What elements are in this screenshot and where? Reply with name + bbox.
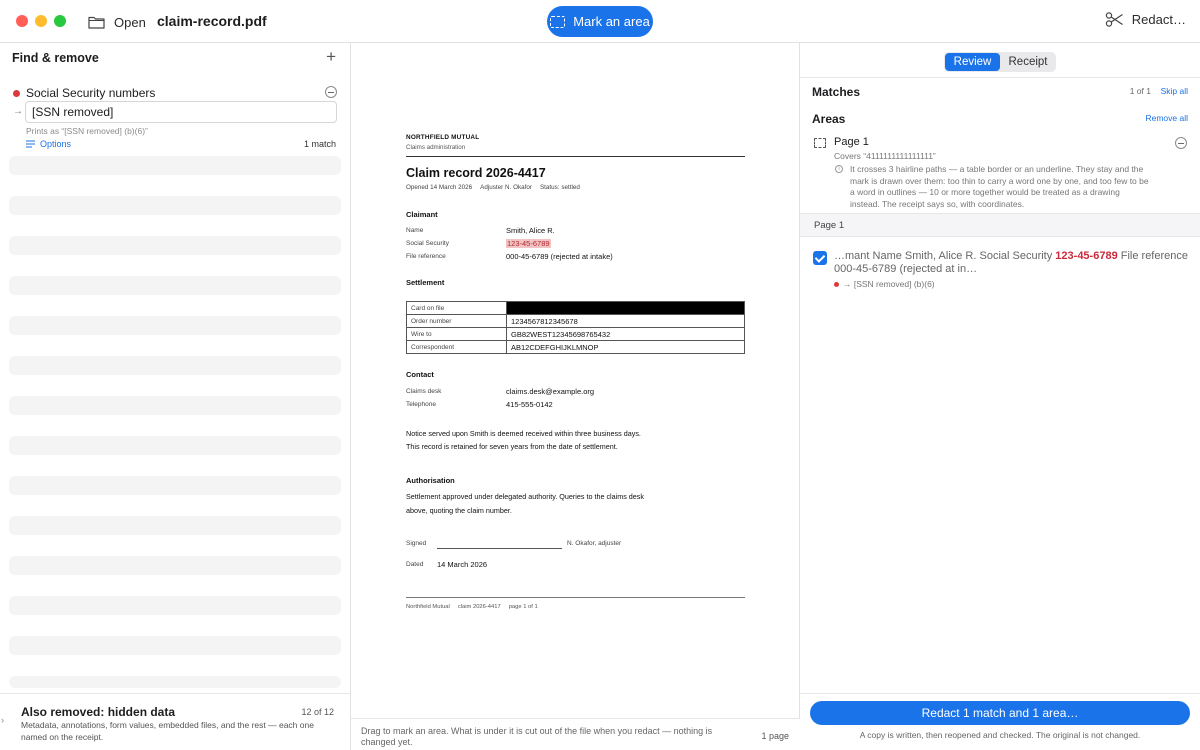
placeholder-row <box>9 436 341 455</box>
doc-rule <box>406 156 745 157</box>
signed-label: Signed <box>406 540 427 547</box>
hidden-data-count: 12 of 12 <box>301 707 334 717</box>
authorisation-line: above, quoting the claim number. <box>406 506 512 515</box>
page-group-label: Page 1 <box>814 220 845 231</box>
scissors-icon <box>1105 12 1124 27</box>
areas-heading: Areas <box>812 112 846 126</box>
claimant-label: File reference <box>406 253 446 260</box>
remove-rule-button[interactable] <box>325 86 337 98</box>
toolbar <box>0 0 1200 43</box>
skip-all-link[interactable]: Skip all <box>1160 86 1188 96</box>
file-title: claim-record.pdf <box>157 13 267 29</box>
tab-receipt[interactable]: Receipt <box>1008 56 1048 68</box>
claimant-label: Name <box>406 227 424 234</box>
signer-name: N. Okafor, adjuster <box>567 540 622 547</box>
placeholder-row <box>9 596 341 615</box>
rule-match-count: 1 match <box>303 139 336 149</box>
doc-title: Claim record 2026-4417 <box>406 166 546 180</box>
table-row <box>407 341 745 354</box>
open-label: Open <box>114 14 146 30</box>
add-rule-button[interactable]: + <box>326 47 336 66</box>
area-info-text: It crosses 3 hairline paths — a table border or an underline. They stay and the mark is drawn over them: too thin to carry a word one by one, and too few to be a word in outlines — 10 or more together would be treated as a drawing instead. The receipt says so, with coordinates. <box>850 164 1149 209</box>
contact-heading: Contact <box>406 370 434 379</box>
close-window-button[interactable] <box>16 15 28 27</box>
match-replacement-text: → [SSN removed] (b)(6) <box>843 279 935 289</box>
table-cell-value: AB12CDEFGHIJKLMNOP <box>507 341 745 354</box>
placeholder-row <box>9 356 341 375</box>
divider <box>800 77 1200 78</box>
list-icon <box>26 140 35 148</box>
selection-icon <box>550 16 565 28</box>
drag-hint: Drag to mark an area. What is under it is cut out of the file when you redact — nothing is changed yet. <box>361 726 713 747</box>
hidden-data-description: Metadata, annotations, form values, embedded files, and the rest — each one named on the receipt. <box>21 720 314 742</box>
hidden-data-section[interactable] <box>0 693 350 750</box>
footer-claim: claim 2026-4417 <box>457 604 501 610</box>
info-icon: i <box>835 165 843 173</box>
match-context[interactable] <box>834 250 1189 276</box>
area-covers: Covers “4111111111111111” <box>834 151 936 161</box>
table-row <box>407 328 745 341</box>
match-after: File reference 000-45-6789 (rejected at in… <box>834 250 1188 275</box>
contact-label: Telephone <box>406 401 436 408</box>
rule-ssn[interactable] <box>13 85 337 101</box>
notice-line: This record is retained for seven years from the date of settlement. <box>406 442 618 451</box>
footer-page: page 1 of 1 <box>508 604 538 610</box>
notice-line: Notice served upon Smith is deemed received within three business days. <box>406 429 641 438</box>
mark-area-button[interactable] <box>547 6 653 37</box>
redact-button[interactable]: Redact 1 match and 1 area… <box>810 701 1190 725</box>
doc-footer <box>406 604 538 610</box>
ssn-highlight[interactable]: 123-45-6789 <box>507 239 550 248</box>
options-label: Options <box>40 139 72 149</box>
doc-status: Status: settled <box>539 184 580 191</box>
doc-company: NORTHFIELD MUTUAL <box>406 134 480 141</box>
placeholder-row <box>9 676 341 688</box>
copy-note: A copy is written, then reopened and checked. The original is not changed. <box>859 730 1141 740</box>
document-page[interactable] <box>406 43 745 717</box>
placeholder-row <box>9 196 341 215</box>
placeholder-row <box>9 156 341 175</box>
arrow-right-icon: → <box>13 106 23 117</box>
replacement-input[interactable] <box>25 101 337 123</box>
doc-department: Claims administration <box>406 144 466 151</box>
table-cell-value: 1234567812345678 <box>507 315 745 328</box>
redaction-mark[interactable]: 4111111111111111 <box>507 302 745 315</box>
placeholder-row <box>9 556 341 575</box>
match-replacement <box>834 279 935 289</box>
claimant-label: Social Security <box>406 240 449 247</box>
contact-value: claims.desk@example.org <box>506 387 595 396</box>
folder-icon <box>88 15 105 29</box>
authorisation-line: Settlement approved under delegated authority. Queries to the claims desk <box>406 492 644 501</box>
prints-as-note: Prints as “[SSN removed] (b)(6)” <box>26 126 148 136</box>
document-status-bar <box>351 718 800 750</box>
placeholder-row <box>9 276 341 295</box>
mark-area-label: Mark an area <box>573 14 650 29</box>
table-cell-label: Card on file <box>407 302 507 315</box>
remove-all-link[interactable]: Remove all <box>1145 113 1188 123</box>
matches-count: 1 of 1 <box>1129 86 1151 96</box>
placeholder-row <box>9 516 341 535</box>
find-remove-pane <box>0 43 351 750</box>
match-before: …mant Name Smith, Alice R. Social Security <box>834 250 1056 262</box>
doc-adjuster: Adjuster N. Okafor <box>480 184 532 191</box>
redact-toolbar-button[interactable] <box>1105 12 1186 27</box>
settlement-table <box>406 301 745 354</box>
options-link[interactable] <box>26 139 71 149</box>
placeholder-row <box>9 236 341 255</box>
view-segmented-control <box>944 52 1056 72</box>
rule-name: Social Security numbers <box>26 86 156 100</box>
hidden-data-title: Also removed: hidden data <box>21 705 176 719</box>
claimant-heading: Claimant <box>406 210 438 219</box>
dated-value: 14 March 2026 <box>437 560 488 569</box>
remove-area-button[interactable] <box>1175 137 1187 149</box>
doc-subtitle <box>406 184 580 191</box>
claimant-value: Smith, Alice R. <box>506 226 555 235</box>
page-group-header <box>800 213 1200 237</box>
placeholder-row <box>9 636 341 655</box>
signature-line <box>437 548 562 549</box>
selection-area-icon <box>814 138 826 148</box>
placeholder-row <box>9 316 341 335</box>
authorisation-heading: Authorisation <box>406 476 455 485</box>
review-pane <box>800 43 1200 750</box>
page-count: 1 page <box>761 731 789 741</box>
placeholder-row <box>9 396 341 415</box>
dated-label: Dated <box>406 561 424 568</box>
tab-review[interactable]: Review <box>945 53 1000 71</box>
table-cell-value: GB82WEST12345698765432 <box>507 328 745 341</box>
matches-heading: Matches <box>812 85 861 99</box>
placeholder-row <box>9 476 341 495</box>
table-cell-label: Order number <box>407 315 507 328</box>
footer-rule <box>406 597 745 598</box>
document-pane[interactable] <box>351 43 800 750</box>
chevron-right-icon[interactable]: › <box>1 715 4 725</box>
redact-toolbar-label: Redact… <box>1131 12 1186 27</box>
table-row <box>407 302 745 315</box>
ssn-value <box>506 239 551 248</box>
zoom-window-button[interactable] <box>54 15 66 27</box>
table-cell-label: Correspondent <box>407 341 507 354</box>
minimize-window-button[interactable] <box>35 15 47 27</box>
table-row <box>407 315 745 328</box>
redact-footer <box>800 693 1200 750</box>
rule-color-dot <box>834 282 839 287</box>
contact-value: 415-555-0142 <box>506 400 553 409</box>
contact-label: Claims desk <box>406 388 442 395</box>
rule-color-dot <box>13 90 20 97</box>
open-button[interactable] <box>88 12 146 32</box>
match-checkbox[interactable] <box>813 251 827 265</box>
doc-opened: Opened 14 March 2026 <box>406 184 473 191</box>
table-cell-label: Wire to <box>407 328 507 341</box>
area-page-label[interactable]: Page 1 <box>834 136 869 148</box>
match-hit: 123-45-6789 <box>1055 250 1118 262</box>
find-remove-heading: Find & remove <box>12 51 99 65</box>
footer-company: Northfield Mutual <box>406 604 450 610</box>
claimant-value: 000-45-6789 (rejected at intake) <box>506 252 613 261</box>
settlement-heading: Settlement <box>406 278 445 287</box>
